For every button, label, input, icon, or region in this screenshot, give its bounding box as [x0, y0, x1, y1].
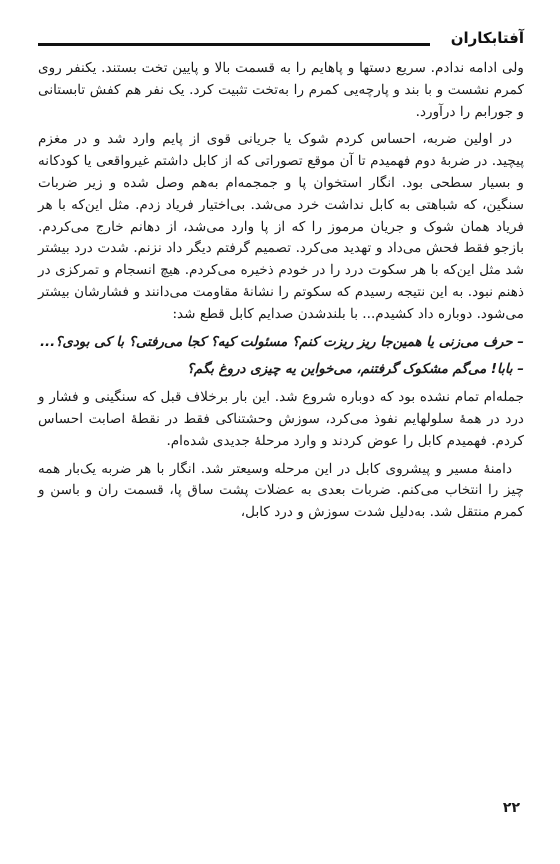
- paragraph-2: در اولین ضربه، احساس کردم شوک یا جریانی قوی از پایم وارد شد و در مغزم پیچید. در ضربهٔ دوم فهمیدم تا آن موقع تصوراتی که از کابل داشتم غیرواقعی یا کودکانه و بسیار سطحی بود. انگار استخوان پا و جمجمه‌ام به‌هم وصل شده و زیر ضربات سنگین، که شباهتی به کابل نداشت خرد می‌شد. بی‌اختیار فریاد زدم. مثل این‌که با هر فریاد همان شوک و جریان مرموز را که از پا وارد می‌شد، از دهانم خارج می‌کردم. بازجو فقط فحش می‌داد و تهدید می‌کرد. تصمیم گرفتم دیگر داد نزنم. شدت درد بیشتر شد مثل این‌که با هر سکوت درد را در خودم ذخیره می‌کردم. هیچ انسجام و تمرکزی در ذهنم نبود. به این نتیجه رسیدم که سکوتم را نشانهٔ مقاومت می‌دانند و فشارشان بیشتر می‌شود. دوباره داد کشیدم... با بلندشدن صدایم کابل قطع شد:: [38, 131, 524, 322]
- header-rule: [38, 43, 430, 46]
- paragraph-1: ولی ادامه ندادم. سریع دستها و پاهایم را به قسمت بالا و پایین تخت بستند. یکنفر روی کمرم نشست و با بند و پارچه‌یی کمرم را به‌تخت تثبیت کرد. یک نفر هم کفش تابستانی و جورابم را درآورد.: [38, 60, 524, 120]
- paragraph-4: دامنهٔ مسیر و پیشروی کابل در این مرحله وسیعتر شد. انگار با هر ضربه یک‌بار همه چیز را انتخاب می‌کنم. ضربات بعدی به عضلات پشت ساق پا، قسمت ران و باسن و کمرم منتقل شد. به‌دلیل شدت سوزش و درد کابل،: [38, 460, 524, 521]
- dialogue-line-2: – بابا! می‌گم مشکوک گرفتنم، می‌خواین یه چیزی دروغ بگم؟: [186, 362, 524, 378]
- paragraph-3: جمله‌ام تمام نشده بود که دوباره شروع شد. این بار برخلاف قبل که سنگینی و فشار و درد در همهٔ سلولهایم نفوذ می‌کرد، سوزش وحشتناکی فقط در نقطهٔ اصابت احساس کردم. فهمیدم کابل را عوض کردند و وارد مرحلهٔ جدیدی شده‌ام.: [38, 389, 524, 449]
- dialogue-line-1: – حرف می‌زنی یا همین‌جا ریز ریزت کنم؟ مسئولت کیه؟ کجا می‌رفتی؟ با کی بودی؟...: [39, 334, 524, 350]
- running-header: آفتابکاران: [450, 29, 524, 47]
- page-number: ۲۲: [502, 800, 520, 816]
- body-text: [38, 58, 524, 530]
